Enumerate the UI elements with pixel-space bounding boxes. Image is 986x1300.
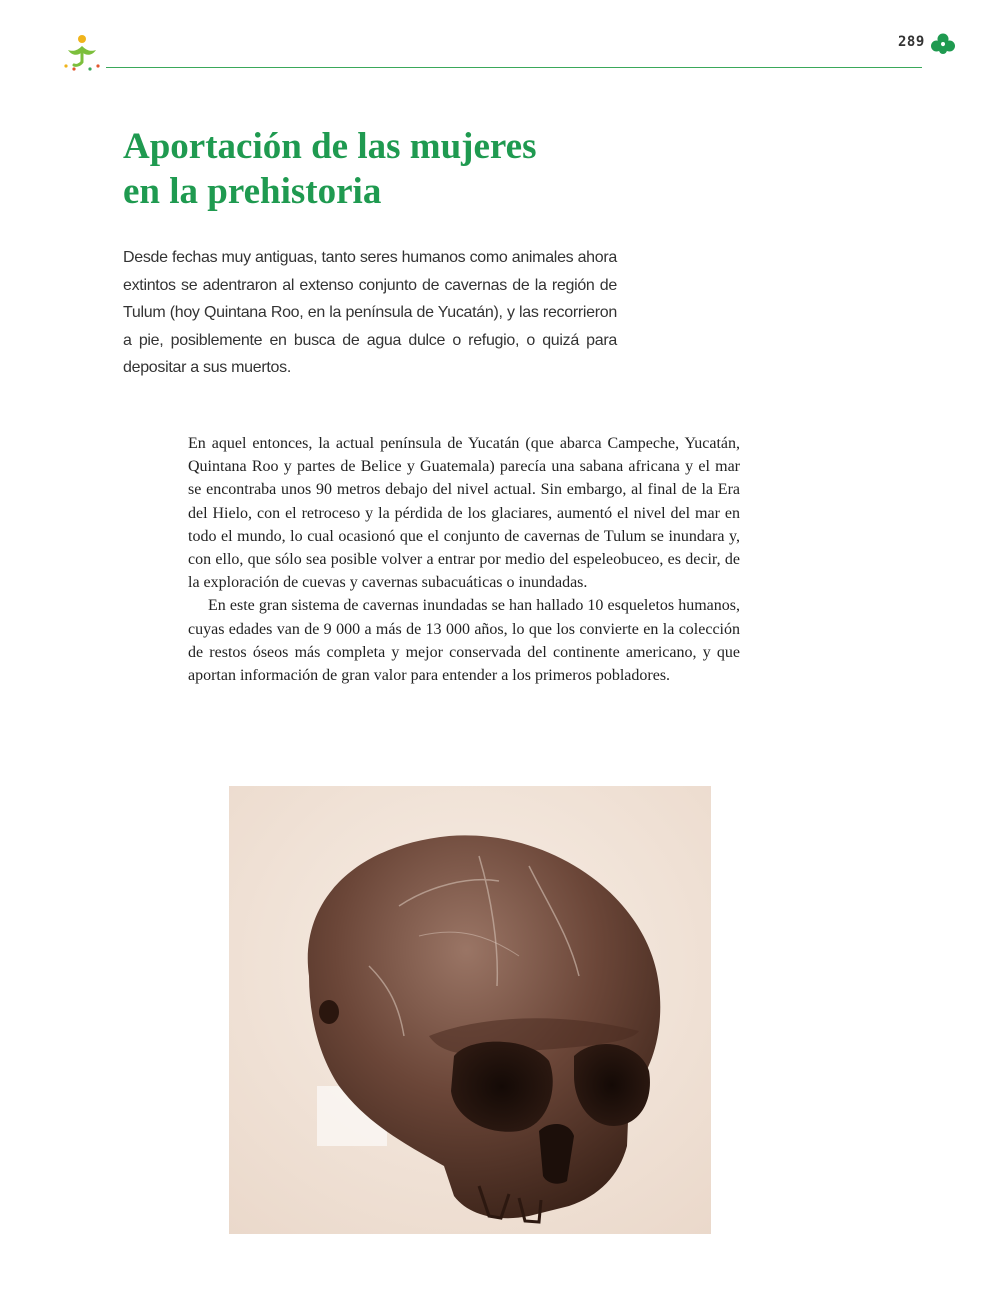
body-paragraph-2: En este gran sistema de cavernas inundadas se han hallado 10 esqueletos humanos, cuyas edades van de 9 000 a más de 13 000 años, lo que los convierte en la colección de restos óseos más completa y mejor conservada del continente americano, y que aportan información de gran valor para entender a los primeros pobladores.: [188, 597, 740, 685]
clover-icon: [930, 33, 956, 57]
header-divider: [106, 67, 922, 68]
title-line-2: en la prehistoria: [123, 171, 382, 212]
title-line-1: Aportación de las mujeres: [123, 126, 537, 167]
sprout-figure-icon: [60, 32, 104, 74]
page-title: [123, 124, 683, 214]
body-paragraph-1: En aquel entonces, la actual península de Yucatán (que abarca Campeche, Yucatán, Quintana Roo y partes de Belice y Guatemala) parecía una sabana africana y el mar se encontraba unos 90 metros debajo del nivel actual. Sin embargo, al final de la Era del Hielo, con el retroceso y la pérdida de los glaciares, aumentó el nivel del mar en todo el mundo, lo cual ocasionó que el conjunto de cavernas de Tulum se inundara y, con ello, que sólo sea posible volver a entrar por medio del espeleobuceo, es decir, de la exploración de cuevas y cavernas subacuáticas o inundadas.: [188, 435, 740, 592]
skull-photo: [229, 786, 711, 1234]
page-number: 289: [898, 34, 925, 50]
intro-paragraph: Desde fechas muy antiguas, tanto seres humanos como animales ahora extintos se adentraron al extenso conjunto de cavernas de la región de Tulum (hoy Quintana Roo, en la península de Yucatán), y las recorrieron a pie, posiblemente en busca de agua dulce o refugio, o quizá para depositar a sus muertos.: [123, 249, 617, 376]
body-text: [188, 432, 740, 687]
